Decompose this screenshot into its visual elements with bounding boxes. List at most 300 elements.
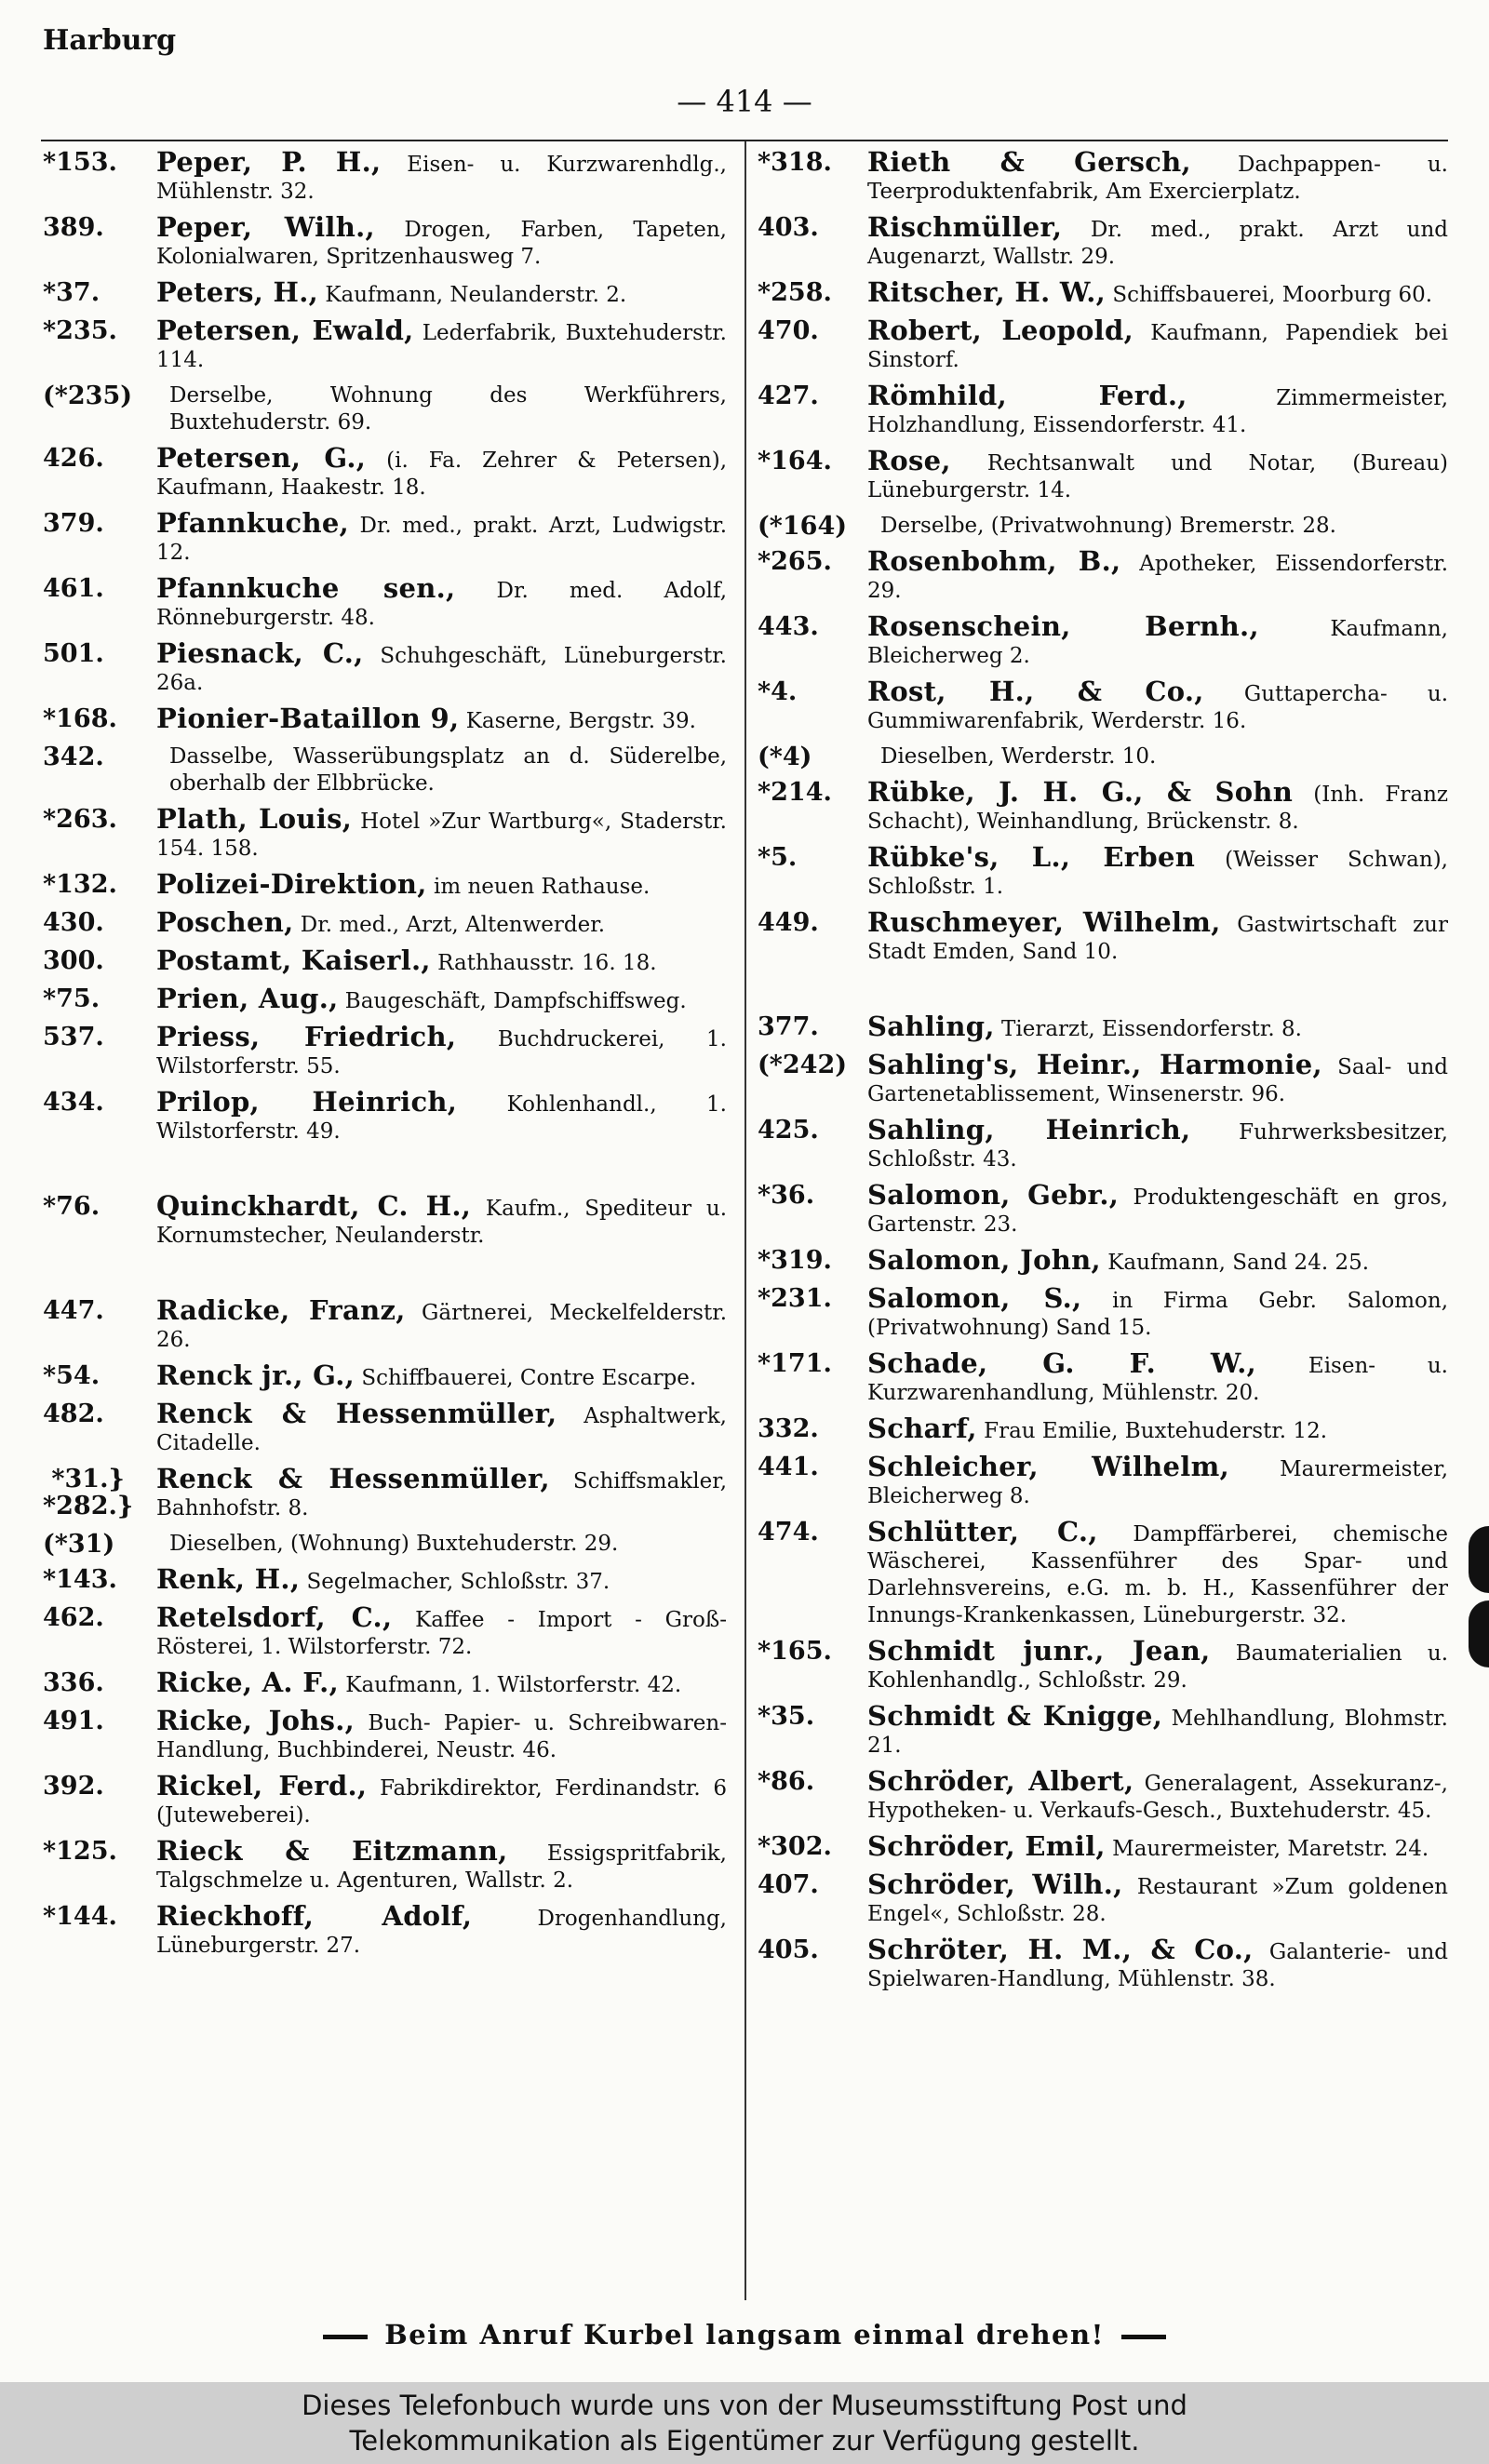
banner-line-2: Telekommunikation als Eigentümer zur Verfügung gestellt. bbox=[349, 2425, 1140, 2457]
entry-name: Rosenbohm, B., bbox=[867, 545, 1121, 577]
entry-body bbox=[156, 803, 727, 863]
entry-body bbox=[867, 1516, 1449, 1629]
directory-entry bbox=[43, 507, 728, 567]
entry-number: 377. bbox=[758, 1012, 819, 1041]
directory-entry bbox=[43, 276, 727, 309]
entry-number: *302. bbox=[758, 1832, 832, 1861]
directory-entry bbox=[758, 1114, 1448, 1173]
entry-body bbox=[156, 1900, 727, 1960]
entry-name: Ricke, A. F., bbox=[156, 1667, 339, 1698]
entry-number: *36. bbox=[758, 1181, 815, 1210]
entry-name: Schmidt junr., Jean, bbox=[867, 1635, 1211, 1667]
entry-body bbox=[156, 572, 728, 632]
entry-number: *318. bbox=[758, 148, 832, 177]
entry-number: 379. bbox=[43, 509, 104, 538]
entry-detail: Baugeschäft, Dampfschiffsweg. bbox=[344, 989, 687, 1013]
directory-entry bbox=[43, 743, 727, 797]
entry-body bbox=[867, 445, 1448, 504]
entry-name: Sahling, Heinrich, bbox=[867, 1114, 1191, 1145]
entry-body bbox=[867, 841, 1448, 901]
entry-number: 300. bbox=[43, 946, 104, 975]
entry-body bbox=[156, 146, 727, 206]
entry-body bbox=[156, 1190, 728, 1250]
entry-body bbox=[156, 1463, 727, 1522]
entry-body bbox=[867, 1830, 1448, 1863]
entry-name: Retelsdorf, C., bbox=[156, 1601, 393, 1633]
entry-body bbox=[867, 776, 1449, 836]
entry-detail: Produktengeschäft en gros, Gartenstr. 23. bbox=[867, 1185, 1448, 1237]
entry-body bbox=[867, 1013, 1448, 1043]
entry-detail: Schiffbauerei, Contre Escarpe. bbox=[361, 1366, 697, 1390]
entry-body bbox=[156, 211, 727, 271]
entry-name: Ruschmeyer, Wilhelm, bbox=[867, 906, 1221, 938]
entry-detail: Kaufmann, 1. Wilstorferstr. 42. bbox=[345, 1673, 682, 1697]
entry-number: *54. bbox=[43, 1361, 101, 1390]
directory-entry bbox=[758, 382, 1448, 439]
entry-number: (*235) bbox=[43, 382, 133, 410]
entry-body bbox=[156, 944, 727, 977]
entry-body bbox=[867, 317, 1448, 374]
entry-name: Petersen, Ewald, bbox=[156, 315, 414, 346]
directory-entry bbox=[758, 317, 1448, 374]
entry-number: *31.} *282.} bbox=[43, 1465, 134, 1520]
entry-body bbox=[867, 1347, 1448, 1407]
entry-name: Schmidt & Knigge, bbox=[867, 1700, 1163, 1732]
directory-entry bbox=[758, 776, 1449, 836]
entry-detail: Drogenhandlung, Lüneburgerstr. 27. bbox=[156, 1907, 727, 1958]
entry-name: Schröder, Wilh., bbox=[867, 1868, 1123, 1900]
entry-name: Pfannkuche, bbox=[156, 507, 350, 539]
right-column bbox=[758, 146, 1449, 2002]
entry-detail: Kaufmann, Sand 24. 25. bbox=[1107, 1251, 1370, 1275]
entry-name: Robert, Leopold, bbox=[867, 315, 1134, 346]
entry-body bbox=[867, 1868, 1448, 1928]
entry-name: Ricke, Johs., bbox=[156, 1705, 355, 1736]
directory-entry bbox=[43, 1563, 727, 1596]
entry-number: 447. bbox=[43, 1296, 104, 1325]
entry-body bbox=[156, 1400, 727, 1457]
entry-name: Schröder, Emil, bbox=[867, 1830, 1106, 1862]
directory-entry bbox=[758, 211, 1449, 271]
entry-number: 425. bbox=[758, 1116, 819, 1145]
entry-detail: Mehlhandlung, Blohmstr. 21. bbox=[867, 1707, 1448, 1758]
entry-body bbox=[156, 1021, 727, 1080]
entry-detail: Generalagent, Assekuranz-, Hypotheken- u. Verkaufs-Gesch., Buxtehuderstr. 45. bbox=[867, 1772, 1448, 1823]
entry-name: Rischmüller, bbox=[867, 211, 1063, 243]
entry-body bbox=[867, 743, 1448, 770]
entry-name: Rickel, Ferd., bbox=[156, 1770, 368, 1801]
entry-name: Schröter, H. M., & Co., bbox=[867, 1934, 1254, 1965]
entry-detail: Eisen- u. Kurzwarenhdlg., Mühlenstr. 32. bbox=[156, 153, 727, 204]
entry-detail: Baumaterialien u. Kohlenhandlg., Schloßstr. 29. bbox=[867, 1641, 1448, 1693]
entry-number: 449. bbox=[758, 908, 819, 937]
entry-number: *168. bbox=[43, 704, 117, 733]
entry-body bbox=[156, 1359, 727, 1392]
entry-body bbox=[867, 382, 1448, 439]
entry-name: Scharf, bbox=[867, 1413, 977, 1444]
entry-body bbox=[867, 1936, 1448, 1993]
entry-body bbox=[156, 868, 727, 901]
entry-detail: Kaufmann, Papendiek bei Sinstorf. bbox=[867, 321, 1448, 372]
entry-detail: Kohlenhandl., 1. Wilstorferstr. 49. bbox=[156, 1092, 727, 1144]
entry-number: *171. bbox=[758, 1349, 832, 1378]
entry-detail: Apotheker, Eissendorferstr. 29. bbox=[867, 552, 1449, 603]
entry-name: Schleicher, Wilhelm, bbox=[867, 1451, 1229, 1482]
entry-number: *5. bbox=[758, 843, 798, 872]
entry-name: Renck jr., G., bbox=[156, 1359, 355, 1391]
entry-body bbox=[156, 1294, 728, 1354]
entry-body bbox=[867, 1051, 1448, 1108]
entry-body bbox=[156, 1770, 728, 1829]
directory-entry bbox=[43, 1835, 727, 1895]
directory-entry bbox=[43, 1086, 727, 1145]
entry-detail: Dr. med., Arzt, Altenwerder. bbox=[300, 913, 606, 937]
entry-body bbox=[867, 1282, 1449, 1342]
entry-number: 389. bbox=[43, 213, 104, 242]
entry-name: Peters, H., bbox=[156, 276, 319, 308]
directory-entry bbox=[43, 1770, 728, 1829]
entry-detail: Derselbe, (Privatwohnung) Bremerstr. 28. bbox=[880, 514, 1336, 538]
entry-number: (*242) bbox=[758, 1051, 848, 1079]
entry-body bbox=[867, 1635, 1448, 1694]
directory-entry bbox=[758, 1415, 1448, 1445]
entry-body bbox=[156, 985, 727, 1015]
section-gap bbox=[758, 974, 1448, 1013]
entry-body bbox=[156, 1835, 727, 1895]
entry-number: *4. bbox=[758, 677, 798, 706]
entry-detail: Eisen- u. Kurzwarenhandlung, Mühlenstr. 20. bbox=[867, 1354, 1448, 1405]
entry-detail: Kaufm., Spediteur u. Kornumstecher, Neulanderstr. bbox=[156, 1197, 728, 1248]
entry-body bbox=[156, 637, 727, 697]
entry-number: 403. bbox=[758, 213, 819, 242]
directory-entry bbox=[43, 382, 727, 436]
entry-detail: Drogen, Farben, Tapeten, Kolonialwaren, Spritzenhausweg 7. bbox=[156, 218, 727, 269]
directory-entry bbox=[43, 1190, 728, 1250]
entry-detail: im neuen Rathause. bbox=[434, 875, 651, 899]
directory-entry bbox=[758, 1282, 1449, 1342]
entry-detail: Rathhausstr. 16. 18. bbox=[437, 951, 657, 975]
directory-entry bbox=[43, 803, 727, 863]
entry-detail: Fabrikdirektor, Ferdinandstr. 6 (Juteweberei). bbox=[156, 1776, 728, 1828]
entry-body bbox=[867, 610, 1448, 670]
directory-entry bbox=[43, 1359, 727, 1392]
directory-entry bbox=[758, 513, 1448, 540]
entry-name: Sahling, bbox=[867, 1011, 995, 1042]
entry-name: Rose, bbox=[867, 445, 951, 476]
entry-body bbox=[867, 1114, 1448, 1173]
directory-entry bbox=[43, 906, 727, 939]
directory-entry bbox=[758, 1936, 1448, 1993]
directory-entry bbox=[43, 944, 727, 977]
entry-body bbox=[867, 1700, 1448, 1760]
directory-entry bbox=[758, 1051, 1448, 1108]
entry-number: 491. bbox=[43, 1707, 104, 1735]
entry-number: 461. bbox=[43, 574, 104, 603]
entry-number: 426. bbox=[43, 444, 104, 473]
entry-body bbox=[867, 276, 1448, 309]
entry-name: Petersen, G., bbox=[156, 442, 367, 474]
entry-number: 336. bbox=[43, 1668, 104, 1697]
directory-entry bbox=[758, 1516, 1449, 1629]
entry-body bbox=[156, 382, 727, 436]
entry-detail: Dieselben, Werderstr. 10. bbox=[880, 744, 1157, 769]
entry-number: *235. bbox=[43, 316, 117, 345]
entry-name: Postamt, Kaiserl., bbox=[156, 944, 431, 976]
entry-number: *214. bbox=[758, 778, 832, 807]
directory-entry bbox=[758, 1347, 1448, 1407]
entry-number: *37. bbox=[43, 278, 101, 307]
entry-number: *86. bbox=[758, 1767, 815, 1796]
entry-number: *153. bbox=[43, 148, 117, 177]
entry-name: Sahling's, Heinr., Harmonie, bbox=[867, 1049, 1322, 1080]
entry-body bbox=[867, 1179, 1448, 1239]
footer-dash-right bbox=[1121, 2335, 1166, 2339]
entry-detail: Gastwirtschaft zur Stadt Emden, Sand 10. bbox=[867, 913, 1448, 964]
entry-detail: Buch- Papier- u. Schreibwaren-Handlung, Buchbinderei, Neustr. 46. bbox=[156, 1711, 728, 1762]
directory-entry bbox=[758, 1830, 1448, 1863]
entry-detail: Maurermeister, Bleicherweg 8. bbox=[867, 1457, 1448, 1508]
footer-notice bbox=[0, 2319, 1489, 2350]
entry-number: *319. bbox=[758, 1246, 832, 1275]
entry-body bbox=[867, 1453, 1448, 1510]
entry-number: 392. bbox=[43, 1772, 104, 1801]
entry-number: 434. bbox=[43, 1088, 104, 1117]
entry-number: *258. bbox=[758, 278, 832, 307]
entry-detail: Frau Emilie, Buxtehuderstr. 12. bbox=[984, 1419, 1328, 1443]
entry-name: Salomon, S., bbox=[867, 1282, 1082, 1314]
banner-line-1: Dieses Telefonbuch wurde uns von der Museumsstiftung Post und bbox=[302, 2390, 1187, 2421]
entry-detail: Essigspritfabrik, Talgschmelze u. Agenturen, Wallstr. 2. bbox=[156, 1841, 727, 1893]
page-number: — 414 — bbox=[677, 84, 812, 119]
entry-name: Quinckhardt, C. H., bbox=[156, 1190, 472, 1222]
entry-name: Polizei-Direktion, bbox=[156, 868, 427, 900]
entry-detail: Rechtsanwalt und Notar, (Bureau) Lüneburgerstr. 14. bbox=[867, 451, 1448, 502]
entry-detail: Zimmermeister, Holzhandlung, Eissendorferstr. 41. bbox=[867, 386, 1449, 437]
entry-name: Salomon, John, bbox=[867, 1244, 1101, 1276]
entry-name: Rübke, J. H. G., & Sohn bbox=[867, 776, 1294, 808]
entry-name: Peper, P. H., bbox=[156, 146, 382, 178]
directory-entry bbox=[43, 1463, 727, 1522]
entry-number: *125. bbox=[43, 1837, 117, 1866]
directory-entry bbox=[43, 1669, 727, 1699]
entry-number: 441. bbox=[758, 1453, 819, 1481]
entry-body bbox=[867, 211, 1449, 271]
directory-entry bbox=[758, 146, 1448, 206]
directory-entry bbox=[758, 276, 1448, 309]
entry-name: Rieckhoff, Adolf, bbox=[156, 1900, 473, 1932]
directory-entry bbox=[43, 1531, 727, 1558]
entry-detail: Restaurant »Zum goldenen Engel«, Schloßstr. 28. bbox=[867, 1875, 1448, 1926]
entry-body bbox=[156, 442, 728, 502]
directory-entry bbox=[758, 1868, 1448, 1928]
entry-detail: Maurermeister, Maretstr. 24. bbox=[1112, 1837, 1429, 1861]
entry-name: Peper, Wilh., bbox=[156, 211, 375, 243]
directory-entry bbox=[43, 1601, 727, 1661]
entry-body bbox=[156, 507, 728, 567]
entry-body bbox=[867, 146, 1448, 206]
entry-number: *263. bbox=[43, 805, 117, 834]
directory-entry bbox=[43, 868, 727, 901]
entry-number: *265. bbox=[758, 547, 832, 576]
section-gap bbox=[43, 1258, 727, 1297]
entry-body bbox=[156, 276, 727, 309]
entry-number: (*164) bbox=[758, 512, 848, 541]
entry-detail: Dr. med., prakt. Arzt und Augenarzt, Wallstr. 29. bbox=[867, 218, 1449, 269]
entry-body bbox=[156, 1531, 727, 1558]
entry-name: Poschen, bbox=[156, 906, 294, 938]
entry-body bbox=[156, 705, 727, 735]
entry-detail: Dr. med. Adolf, Rönneburgerstr. 48. bbox=[156, 579, 728, 630]
entry-body bbox=[156, 1563, 727, 1596]
directory-entry bbox=[758, 1244, 1448, 1277]
directory-entry bbox=[758, 841, 1448, 901]
entry-detail: Kaffee - Import - Groß-Rösterei, 1. Wilstorferstr. 72. bbox=[156, 1608, 727, 1659]
entry-number: 501. bbox=[43, 639, 104, 668]
entry-detail: Derselbe, Wohnung des Werkführers, Buxtehuderstr. 69. bbox=[169, 383, 727, 435]
entry-number: *35. bbox=[758, 1702, 815, 1731]
entry-name: Rieck & Eitzmann, bbox=[156, 1835, 508, 1867]
entry-name: Renck & Hessenmüller, bbox=[156, 1398, 557, 1429]
entry-number: *144. bbox=[43, 1902, 117, 1931]
entry-number: *164. bbox=[758, 447, 832, 475]
entry-body bbox=[156, 317, 727, 374]
directory-entry bbox=[43, 985, 727, 1015]
directory-entry bbox=[43, 211, 727, 271]
entry-name: Rosenschein, Bernh., bbox=[867, 610, 1259, 642]
entry-detail: Schiffsbauerei, Moorburg 60. bbox=[1112, 283, 1433, 307]
entry-body bbox=[867, 1244, 1448, 1277]
entry-name: Piesnack, C., bbox=[156, 637, 364, 669]
entry-detail: Kaserne, Bergstr. 39. bbox=[465, 709, 696, 733]
entry-name: Renck & Hessenmüller, bbox=[156, 1463, 550, 1494]
directory-entry bbox=[43, 572, 728, 632]
entry-detail: Schuhgeschäft, Lüneburgerstr. 26a. bbox=[156, 644, 727, 695]
entry-number: *75. bbox=[43, 984, 101, 1013]
city-heading: Harburg bbox=[43, 24, 177, 57]
directory-entry bbox=[43, 1021, 727, 1080]
entry-number: 482. bbox=[43, 1399, 104, 1428]
entry-name: Schröder, Albert, bbox=[867, 1765, 1134, 1797]
entry-name: Renk, H., bbox=[156, 1563, 301, 1595]
entry-detail: Segelmacher, Schloßstr. 37. bbox=[306, 1570, 610, 1594]
directory-entry bbox=[43, 146, 727, 206]
directory-entry bbox=[758, 610, 1448, 670]
directory-entry bbox=[758, 1635, 1448, 1694]
entry-detail: (Weisser Schwan), Schloßstr. 1. bbox=[867, 848, 1448, 899]
entry-number: 470. bbox=[758, 316, 819, 345]
entry-detail: Saal- und Gartenetablissement, Winsenerstr. 96. bbox=[867, 1055, 1449, 1106]
entry-number: *76. bbox=[43, 1192, 101, 1221]
directory-entry bbox=[43, 705, 727, 735]
entry-number: 537. bbox=[43, 1023, 104, 1051]
entry-number: (*4) bbox=[758, 743, 812, 771]
entry-detail: Dr. med., prakt. Arzt, Ludwigstr. 12. bbox=[156, 514, 728, 565]
entry-body bbox=[867, 1415, 1448, 1445]
directory-entry bbox=[758, 1453, 1448, 1510]
entry-body bbox=[867, 678, 1448, 735]
entry-detail: Buchdruckerei, 1. Wilstorferstr. 55. bbox=[156, 1027, 727, 1078]
binding-hole-mark bbox=[1469, 1600, 1489, 1667]
entry-name: Priess, Friedrich, bbox=[156, 1021, 457, 1052]
entry-detail: Dieselben, (Wohnung) Buxtehuderstr. 29. bbox=[169, 1532, 619, 1556]
entry-name: Salomon, Gebr., bbox=[867, 1179, 1120, 1211]
directory-entry bbox=[758, 1700, 1448, 1760]
entry-name: Schade, G. F. W., bbox=[867, 1347, 1257, 1379]
directory-entry bbox=[43, 1900, 727, 1960]
directory-entry bbox=[43, 1294, 728, 1354]
directory-entry bbox=[758, 1179, 1448, 1239]
entry-number: 474. bbox=[758, 1518, 819, 1547]
directory-entry bbox=[758, 545, 1449, 605]
directory-entry bbox=[758, 743, 1448, 770]
binding-hole-mark bbox=[1469, 1526, 1489, 1593]
directory-entry bbox=[758, 1765, 1448, 1825]
directory-entry bbox=[758, 906, 1448, 966]
entry-name: Prilop, Heinrich, bbox=[156, 1086, 458, 1118]
directory-entry bbox=[43, 442, 728, 502]
entry-detail: Lederfabrik, Buxtehuderstr. 114. bbox=[156, 321, 727, 372]
entry-number: *132. bbox=[43, 870, 117, 899]
entry-body bbox=[156, 1601, 727, 1661]
left-column bbox=[43, 146, 728, 1968]
entry-body bbox=[867, 1765, 1448, 1825]
entry-body bbox=[156, 906, 727, 939]
entry-body bbox=[156, 1086, 727, 1145]
entry-number: 332. bbox=[758, 1414, 819, 1443]
entry-number: 407. bbox=[758, 1870, 819, 1899]
entry-number: 427. bbox=[758, 382, 819, 410]
entry-detail: Guttapercha- u. Gummiwarenfabrik, Werderstr. 16. bbox=[867, 682, 1449, 733]
section-gap bbox=[43, 1154, 727, 1193]
entry-detail: Dasselbe, Wasserübungsplatz an d. Süderelbe, oberhalb der Elbbrücke. bbox=[169, 744, 727, 796]
entry-name: Schlütter, C., bbox=[867, 1516, 1098, 1547]
entry-detail: Dachpappen- u. Teerproduktenfabrik, Am Exercierplatz. bbox=[867, 153, 1448, 204]
entry-detail: Kaufmann, Neulanderstr. 2. bbox=[325, 283, 627, 307]
entry-detail: Galanterie- und Spielwaren-Handlung, Mühlenstr. 38. bbox=[867, 1940, 1449, 1991]
entry-detail: Schiffsmakler, Bahnhofstr. 8. bbox=[156, 1469, 727, 1520]
entry-detail: Asphaltwerk, Citadelle. bbox=[156, 1404, 727, 1455]
footer-dash-left bbox=[323, 2335, 368, 2339]
directory-entry bbox=[43, 637, 727, 697]
entry-body bbox=[867, 513, 1448, 540]
entry-name: Rost, H., & Co., bbox=[867, 676, 1204, 707]
entry-number: *165. bbox=[758, 1637, 832, 1666]
entry-body bbox=[156, 743, 727, 797]
directory-entry bbox=[758, 1013, 1448, 1043]
column-divider bbox=[744, 141, 746, 2300]
entry-body bbox=[867, 545, 1449, 605]
entry-detail: (Inh. Franz Schacht), Weinhandlung, Brückenstr. 8. bbox=[867, 783, 1449, 834]
entry-name: Plath, Louis, bbox=[156, 803, 353, 835]
entry-detail: Hotel »Zur Wartburg«, Staderstr. 154. 158. bbox=[156, 810, 727, 861]
entry-detail: Kaufmann, Bleicherweg 2. bbox=[867, 617, 1448, 668]
entry-number: 443. bbox=[758, 612, 819, 641]
entry-body bbox=[156, 1707, 727, 1764]
entry-name: Römhild, Ferd., bbox=[867, 380, 1187, 411]
directory-entry bbox=[758, 445, 1448, 504]
entry-name: Pionier-Bataillon 9, bbox=[156, 703, 460, 734]
directory-entry bbox=[758, 678, 1448, 735]
entry-body bbox=[156, 1669, 727, 1699]
entry-detail: (i. Fa. Zehrer & Petersen), Kaufmann, Haakestr. 18. bbox=[156, 449, 728, 500]
entry-number: (*31) bbox=[43, 1530, 115, 1559]
entry-name: Ritscher, H. W., bbox=[867, 276, 1107, 308]
directory-entry bbox=[43, 1707, 727, 1764]
entry-number: *231. bbox=[758, 1284, 832, 1313]
entry-detail: Dampffärberei, chemische Wäscherei, Kassenführer des Spar- und Darlehnsvereins, e.G. m. b. H., Kassenführer der Innungs-Krankenkassen, Lüneburgerstr. 32. bbox=[867, 1522, 1449, 1627]
ownership-banner bbox=[0, 2382, 1489, 2464]
entry-detail: Gärtnerei, Meckelfelderstr. 26. bbox=[156, 1301, 728, 1352]
